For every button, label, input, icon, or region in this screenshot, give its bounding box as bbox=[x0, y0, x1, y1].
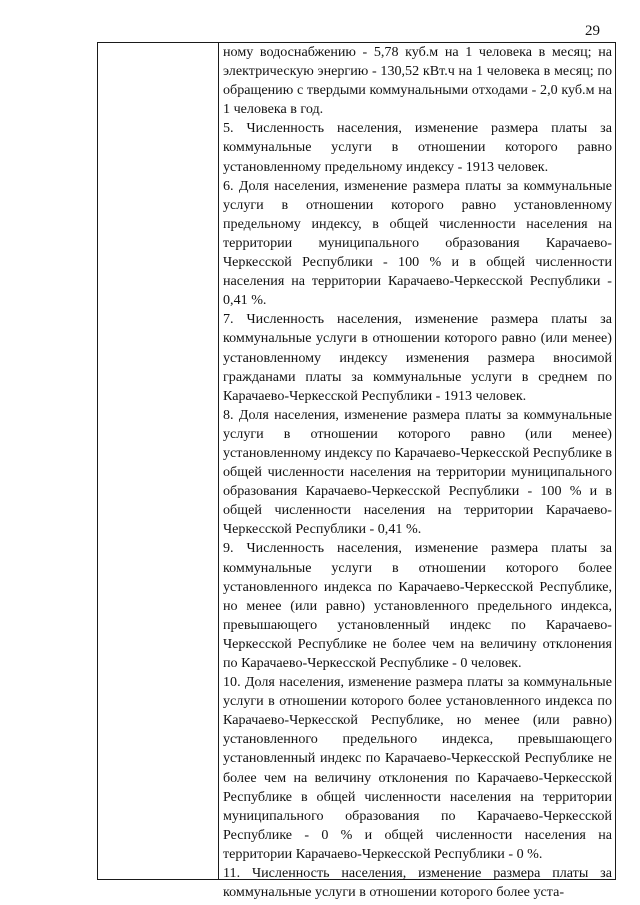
document-table bbox=[97, 42, 616, 901]
paragraph-continuation: ному водоснабжению - 5,78 куб.м на 1 человека в месяц; на электрическую энергию - 130,52 кВт.ч на 1 человека в месяц; по обращению с твердыми коммунальными отходами - 2,0 куб.м на 1 человека в год. bbox=[223, 44, 612, 118]
paragraph-item-7: 7. Численность населения, изменение размера платы за коммунальные услуги в отношении которого равно (или менее) установленному индексу изменения размера вносимой гражданами платы за коммунальные услуги в среднем по Карачаево-Черкесской Республики - 1913 человек. bbox=[223, 311, 612, 404]
paragraph-item-8: 8. Доля населения, изменение размера платы за коммунальные услуги в отношении которого равно (или менее) установленному индексу по Карачаево-Черкесской Республике в общей численности населения на территории муниципального образования Карачаево-Черкесской Республики - 100 % и в общей численности населения на территории Карачаево-Черкесской Республики - 0,41 %. bbox=[223, 406, 613, 538]
text-cell bbox=[219, 43, 615, 902]
page-number: 29 bbox=[585, 23, 600, 39]
paragraph-item-5: 5. Численность населения, изменение размера платы за коммунальные услуги в отношении которого равно установленному предельному индексу - 1913 человек. bbox=[223, 120, 612, 175]
paragraph-item-6: 6. Доля населения, изменение размера платы за коммунальные услуги в отношении которого равно установленному предельному индексу, в общей численности населения на территории муниципального образования Карачаево-Черкесской Республики - 100 % и в общей численности населения на территории Карачаево-Черкесской Республики - 0,41 %. bbox=[223, 177, 612, 309]
paragraph-item-10: 10. Доля населения, изменение размера платы за коммунальные услуги в отношении которого более установленного индекса по Карачаево-Черкесской Республике, но менее (или равно) установленного предельного индекса, превышающего установленный индекс по Карачаево-Черкесской Республике не более чем на величину отклонения по Карачаево-Черкесской Республике в общей численности населения на территории муниципального образования по Карачаево-Черкесской Республике - 0 % и общей численности населения на территории Карачаево-Черкесской Республики - 0 %. bbox=[223, 674, 612, 862]
paragraph-item-11: 11. Численность населения, изменение размера платы за коммунальные услуги в отношении которого более уста- bbox=[223, 865, 612, 901]
paragraph-item-9: 9. Численность населения, изменение размера платы за коммунальные услуги в отношении которого более установленного индекса по Карачаево-Черкесской Республике, но менее (или равно) установленного предельного индекса, превышающего установленный индекс по Карачаево-Черкесской Республике не более чем на величину отклонения по Карачаево-Черкесской Республике - 0 человек. bbox=[223, 540, 612, 671]
